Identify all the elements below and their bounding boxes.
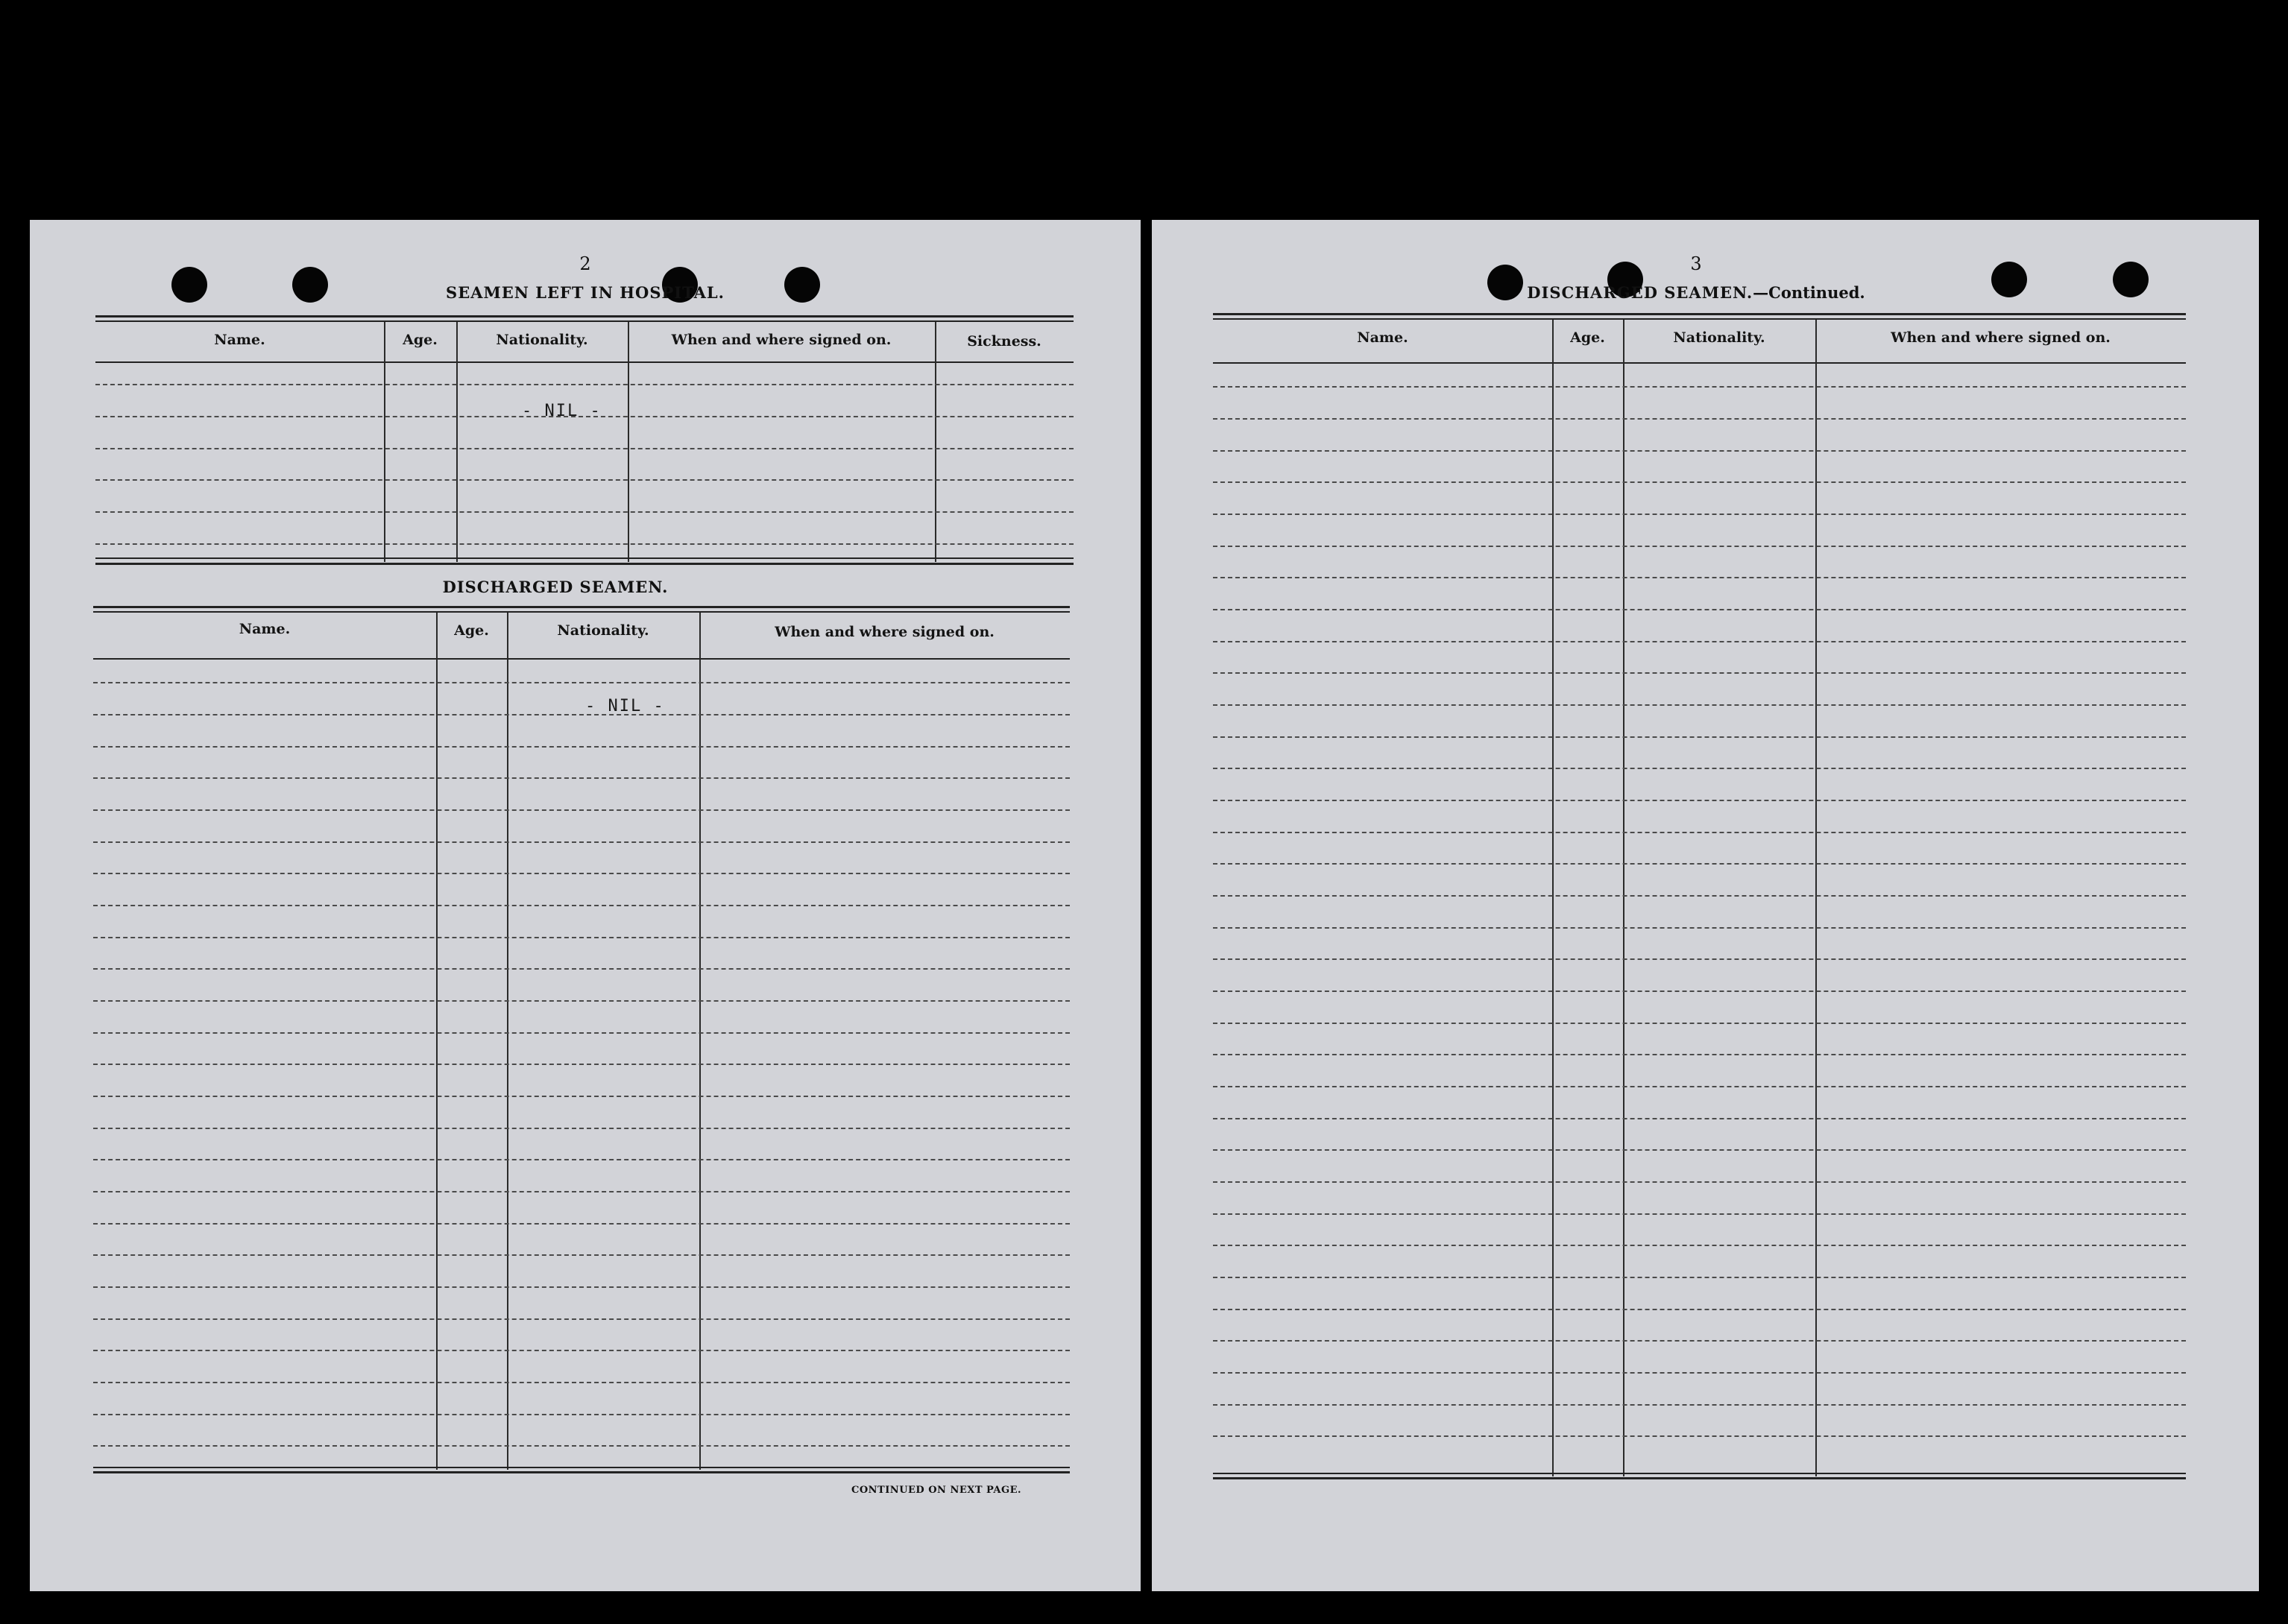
column-header-name: Name. [214, 332, 265, 348]
column-header-age: Age. [454, 622, 489, 639]
column-header-nationality: Nationality. [557, 622, 649, 639]
column-header-name: Name. [239, 621, 291, 637]
continued-note: CONTINUED ON NEXT PAGE. [851, 1485, 1021, 1496]
discharged-ledger [93, 606, 1070, 1478]
page-number: 2 [579, 253, 591, 274]
discharged-continued-title [1152, 283, 2240, 302]
continued-suffix: —Continued. [1753, 283, 1865, 302]
column-header-when-where: When and where signed on. [671, 332, 892, 348]
column-header-when-where: When and where signed on. [1891, 329, 2111, 346]
hospital-ledger [95, 315, 1074, 569]
discharged-continued-ledger [1213, 313, 2186, 1476]
column-header-name: Name. [1357, 329, 1408, 346]
hospital-nil-entry: - NIL - [522, 402, 602, 420]
column-header-when-where: When and where signed on. [775, 624, 995, 640]
hospital-section-title: SEAMEN LEFT IN HOSPITAL. [446, 283, 725, 302]
column-header-nationality: Nationality. [496, 332, 588, 348]
column-header-nationality: Nationality. [1673, 329, 1765, 346]
column-header-sickness: Sickness. [967, 333, 1041, 350]
column-header-age: Age. [403, 332, 438, 348]
discharged-nil-entry: - NIL - [585, 697, 665, 715]
page-number: 3 [1690, 253, 1702, 274]
left-page [30, 220, 1141, 1591]
column-header-age: Age. [1570, 329, 1605, 346]
discharged-section-title: DISCHARGED SEAMEN. [442, 578, 669, 596]
right-page [1152, 220, 2259, 1591]
discharged-continued-title-main: DISCHARGED SEAMEN. [1527, 283, 1753, 302]
